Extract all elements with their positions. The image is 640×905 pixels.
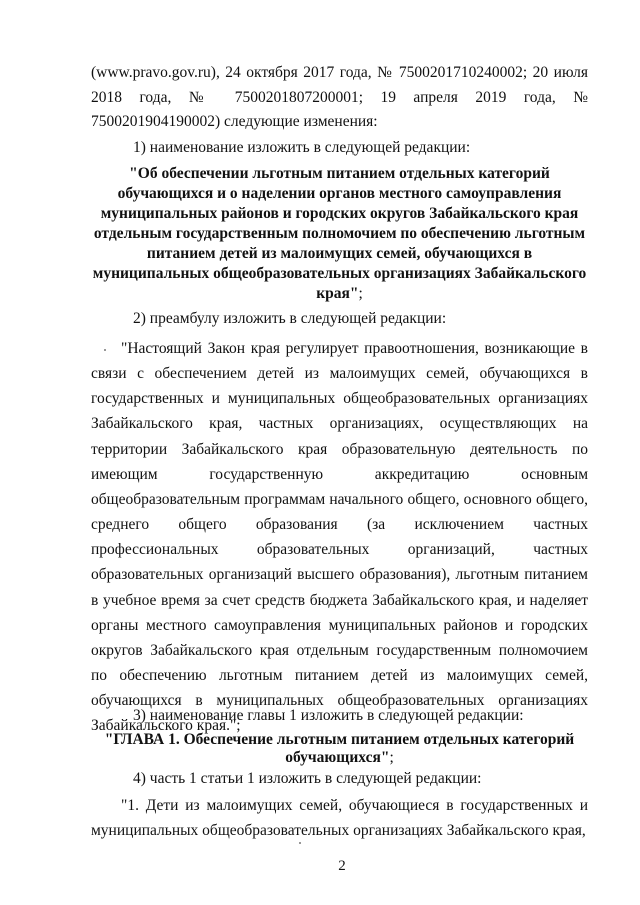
law-title-heading	[91, 164, 588, 304]
law-title-text: "Об обеспечении льготным питанием отдельных категорий обучающихся и о наделении органов местного самоуправления муниципальных районов и городских округов Забайкальского края отдельным государственным полномочием по обеспечению льготным питанием детей из малоимущих семей, обучающихся в муниципальных общеобразовательных организациях Забайкальского края"	[92, 165, 587, 302]
item-2: 2) преамбулу изложить в следующей редакции:	[133, 310, 447, 327]
preamble-paragraph: "Настоящий Закон края регулирует правоотношения, возникающие в связи с обеспечением детей из малоимущих семей, обучающихся в государственных и муниципальных общеобразовательных организациях Забайкальского края, частных организациях, осуществляющих на территории Забайкальского края образовательную деятельность по имеющим государственную аккредитацию основным общеобразовательным программам начального общего, основного общего, среднего общего образования (за исключением частных профессиональных образовательных организаций, частных образовательных организаций высшего образования), льготным питанием в учебное время за счет средств бюджета Забайкальского края, и наделяет органы местного самоуправления муниципальных районов и городских округов Забайкальского края отдельным государственным полномочием по обеспечению льготным питанием детей из малоимущих семей, обучающихся в муниципальных общеобразовательных организациях Забайкальского края.";	[91, 340, 588, 735]
page-number: 2	[338, 858, 346, 874]
intro-paragraph: (www.pravo.gov.ru), 24 октября 2017 года, № 7500201710240002; 20 июля 2018 года, № 7500201807200001; 19 апреля 2019 года, № 7500201904190002) следующие изменения:	[91, 64, 588, 131]
scan-dot-mark	[104, 349, 106, 351]
chapter-heading-text: "ГЛАВА 1. Обеспечение льготным питанием отдельных категорий обучающихся"	[104, 731, 575, 766]
chapter-heading-tail: ;	[389, 749, 394, 766]
law-title-tail: ;	[358, 285, 363, 302]
article-1-part-1-paragraph: "1. Дети из малоимущих семей, обучающиеся в государственных и муниципальных общеобразовательных организациях Забайкальского края,	[91, 797, 588, 839]
chapter-heading	[91, 731, 588, 767]
item-4: 4) часть 1 статьи 1 изложить в следующей редакции:	[133, 770, 482, 787]
scan-dot-mark	[299, 842, 301, 844]
item-1: 1) наименование изложить в следующей редакции:	[133, 139, 471, 156]
item-3: 3) наименование главы 1 изложить в следующей редакции:	[133, 707, 524, 724]
